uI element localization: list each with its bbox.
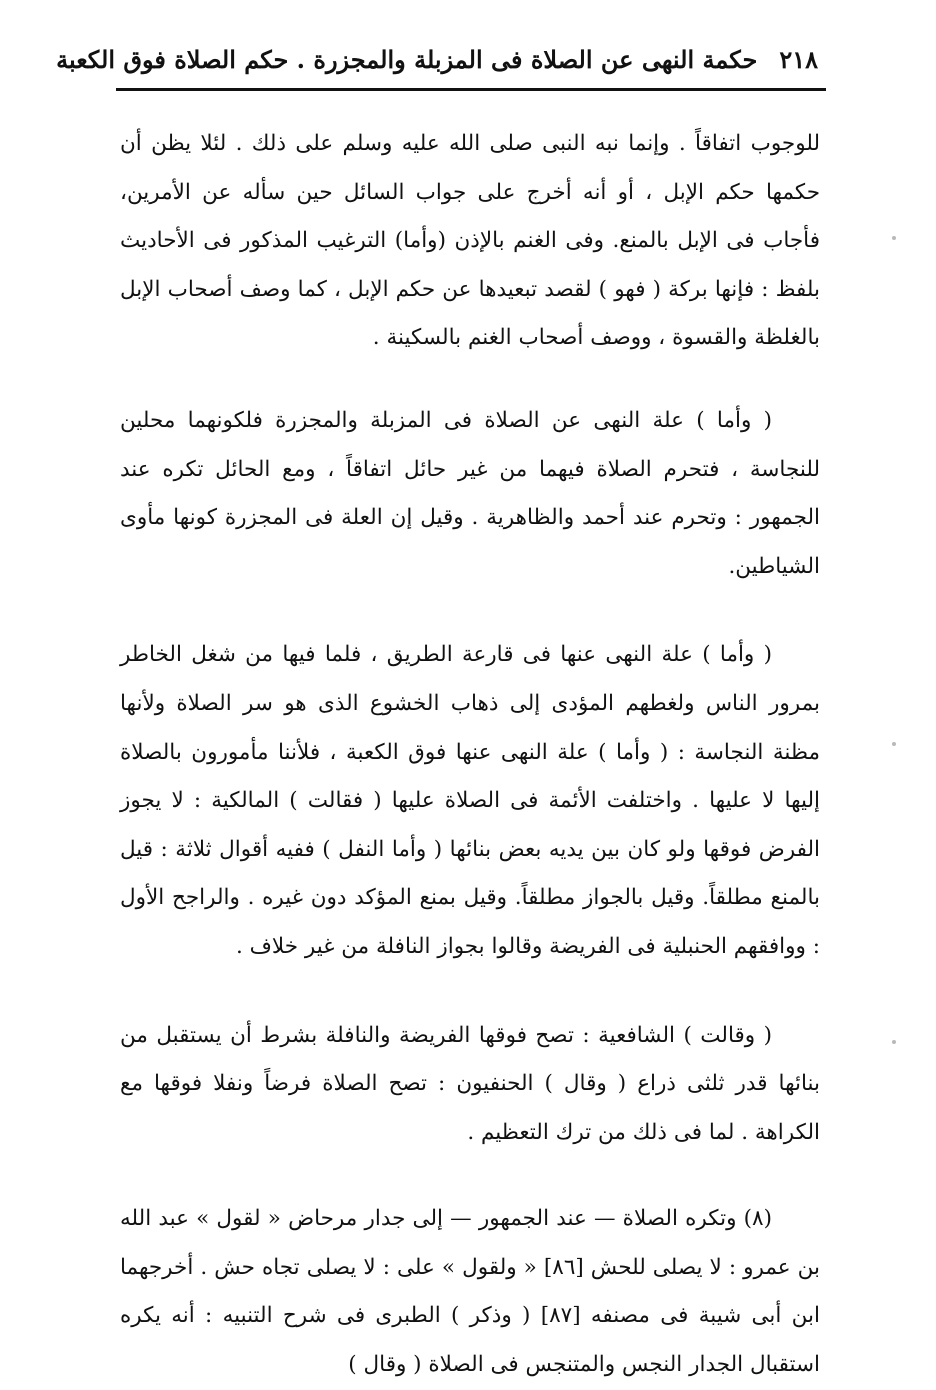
scan-speck	[892, 742, 896, 746]
paragraph: ( وقالت ) الشافعية : تصح فوقها الفريضة والنافلة بشرط أن يستقبل من بنائها قدر ثلثى ذراع ( وقال ) الحنفيون : تصح الصلاة فرضاً ونفلا فوقها مع الكراهة . لما فى ذلك من ترك التعظيم .	[120, 1022, 820, 1145]
page-number: ٢١٨	[779, 44, 818, 74]
paragraph: ( وأما ) علة النهى عنها فى قارعة الطريق ، فلما فيها من شغل الخاطر بمرور الناس ولغطهم المؤدى إلى ذهاب الخشوع الذى هو سر الصلاة ولأنها مظنة النجاسة : ( وأما ) علة النهى عنها فوق الكعبة ، فلأننا مأمورون بالصلاة إليها لا عليها . واختلفت الأئمة فى الصلاة عليها ( فقالت ) المالكية : لا يجوز الفرض فوقها ولو كان بين يديه بعض بنائها ( وأما النفل ) ففيه أقوال ثلاثة : قيل بالمنع مطلقاً. وقيل بالجواز مطلقاً. وقيل بمنع المؤكد دون غيره . والراجح الأول : ووافقهم الحنبلية فى الفريضة وقالوا بجواز النافلة من غير خلاف .	[120, 642, 820, 959]
running-title: حكمة النهى عن الصلاة فى المزبلة والمجزرة . حكم الصلاة فوق الكعبة	[56, 44, 758, 74]
scan-speck	[892, 1040, 896, 1044]
paragraph: (٨) وتكره الصلاة — عند الجمهور — إلى جدار مرحاض « لقول » عبد الله بن عمرو : لا يصلى للحش [٨٦] « ولقول » على : لا يصلى تجاه حش . أخرجهما ابن أبى شيبة فى مصنفه [٨٧] ( وذكر ) الطبرى فى شرح التنبيه : أنه يكره استقبال الجدار النجس والمتنجس فى الصلاة ( وقال )	[120, 1206, 820, 1378]
header-rule	[116, 88, 826, 91]
scan-speck	[892, 236, 896, 240]
paragraph: للوجوب اتفاقاً . وإنما نبه النبى صلى الله عليه وسلم على ذلك . لئلا يظن أن حكمها حكم الإبل ، أو أنه أخرج على جواب السائل حين سأله عن الأمرين، فأجاب فى الإبل بالمنع. وفى الغنم بالإذن (وأما) الترغيب المذكور فى الأحاديث بلفظ : فإنها بركة ( فهو ) لقصد تبعيدها عن حكم الإبل ، كما وصف أصحاب الإبل بالغلظة والقسوة ، ووصف أصحاب الغنم بالسكينة .	[120, 131, 820, 351]
page-body	[120, 120, 820, 1390]
paragraph: ( وأما ) علة النهى عن الصلاة فى المزبلة والمجزرة فلكونهما محلين للنجاسة ، فتحرم الصلاة فيهما من غير حائل اتفاقاً ، ومع الحائل تكره عند الجمهور : وتحرم عند أحمد والظاهرية . وقيل إن العلة فى المجزرة كونها مأوى الشياطين.	[120, 407, 820, 579]
running-header	[56, 34, 818, 84]
